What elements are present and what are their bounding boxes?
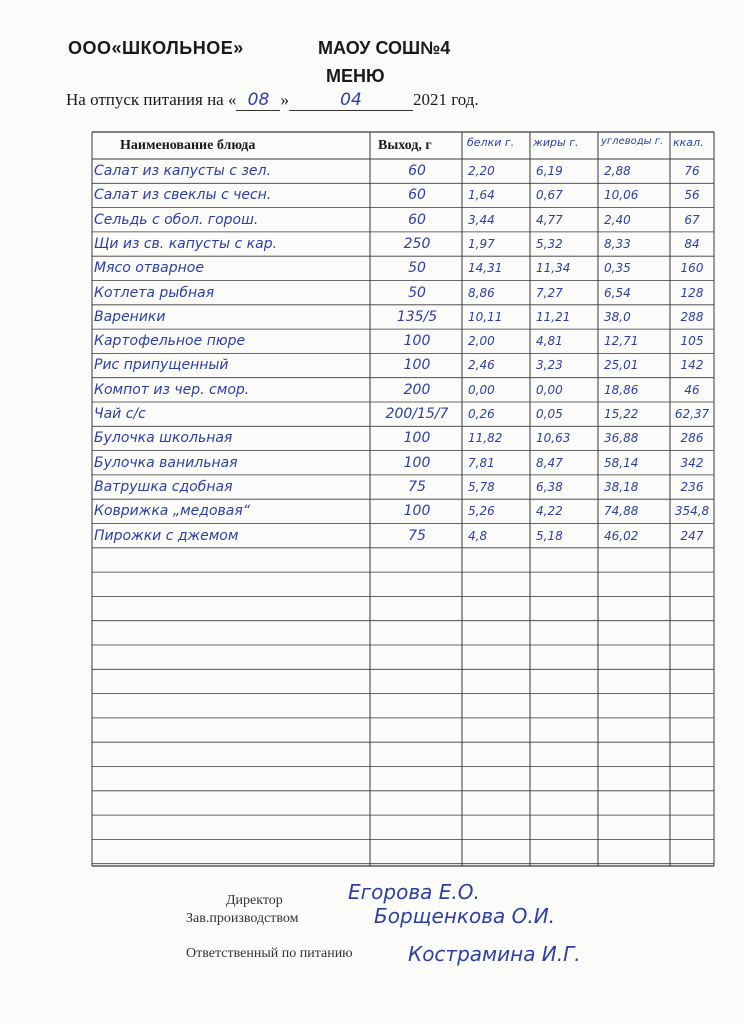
dish-output: 75 [408, 527, 426, 544]
dish-kcal: 62,37 [674, 407, 710, 421]
dish-kcal: 142 [680, 358, 704, 373]
dish-name: Коврижка „медовая“ [94, 503, 251, 520]
table-row [92, 426, 714, 450]
dish-fat: 0,00 [536, 382, 563, 397]
dish-name: Картофельное пюре [94, 333, 246, 350]
dish-fat: 11,21 [536, 309, 571, 324]
dish-protein: 11,82 [468, 431, 503, 446]
dish-kcal: 288 [680, 309, 704, 324]
dish-carbs: 36,88 [604, 431, 639, 446]
dish-carbs: 0,35 [604, 261, 631, 276]
table-row [92, 451, 714, 475]
organization-name: ООО«ШКОЛЬНОЕ» [68, 38, 244, 58]
dish-output: 100 [403, 357, 431, 374]
nutrition-label: Ответственный по питанию [186, 946, 353, 961]
dish-name: Щи из св. капусты с кар. [94, 235, 278, 252]
dish-name: Чай с/с [94, 406, 146, 422]
dish-output: 250 [403, 235, 431, 252]
date-day: 08 [236, 90, 280, 111]
school-name: МАОУ СОШ№4 [318, 38, 451, 58]
dish-kcal: 247 [680, 528, 704, 543]
table-row [92, 183, 714, 207]
dish-fat: 0,05 [536, 407, 563, 421]
dish-fat: 3,23 [536, 358, 563, 373]
table-row [92, 281, 714, 305]
dish-name: Салат из капусты с зел. [94, 163, 271, 179]
col-header-fat: жиры г. [533, 136, 579, 149]
dish-output: 60 [408, 211, 426, 228]
dish-fat: 6,38 [536, 479, 563, 494]
dish-fat: 6,19 [536, 164, 563, 178]
dish-name: Салат из свеклы с чесн. [94, 187, 272, 204]
dish-name: Булочка ванильная [94, 454, 238, 471]
dish-protein: 4,8 [468, 528, 488, 543]
dish-protein: 3,44 [468, 212, 495, 227]
dish-kcal: 76 [684, 164, 700, 178]
table-row [92, 208, 714, 232]
col-header-carbs: углеводы г. [601, 136, 664, 147]
dish-kcal: 342 [680, 455, 704, 470]
production-signature: Борщенкова О.И. [374, 904, 556, 928]
dish-protein: 5,78 [468, 479, 495, 494]
table-row [92, 499, 714, 523]
dish-carbs: 12,71 [604, 334, 639, 349]
dish-name: Булочка школьная [94, 430, 233, 447]
dish-carbs: 10,06 [604, 188, 639, 203]
dish-protein: 1,97 [468, 236, 495, 251]
dish-fat: 5,18 [536, 528, 563, 543]
dish-output: 100 [403, 333, 431, 350]
nutrition-signature: Кострамина И.Г. [408, 942, 581, 966]
dish-output: 200 [403, 381, 431, 398]
table-row [92, 378, 714, 402]
dish-name: Рис припущенный [94, 357, 229, 374]
dish-protein: 0,00 [468, 382, 495, 397]
dish-kcal: 160 [680, 261, 704, 276]
dish-protein: 8,86 [468, 285, 495, 300]
dish-protein: 2,00 [468, 334, 495, 349]
dish-carbs: 2,40 [604, 212, 631, 227]
dish-fat: 4,81 [536, 334, 563, 349]
date-prefix: На отпуск питания на « [66, 90, 237, 109]
dish-kcal: 46 [684, 382, 700, 397]
table-row [92, 159, 714, 183]
dish-carbs: 38,18 [604, 479, 639, 494]
dish-output: 100 [403, 454, 431, 471]
table-row [92, 475, 714, 499]
dish-carbs: 18,86 [604, 382, 639, 397]
dish-protein: 0,26 [468, 407, 495, 421]
dish-output: 100 [403, 503, 431, 520]
dish-protein: 2,46 [468, 358, 495, 373]
date-suffix: 2021 год. [412, 90, 479, 109]
dish-output: 135/5 [396, 308, 438, 325]
dish-carbs: 46,02 [604, 528, 639, 543]
dish-output: 75 [408, 478, 426, 495]
dish-kcal: 354,8 [674, 504, 710, 519]
director-label: Директор [226, 893, 283, 908]
dish-fat: 11,34 [536, 261, 571, 276]
dish-fat: 4,77 [536, 212, 563, 227]
dish-fat: 5,32 [536, 236, 563, 251]
dish-protein: 7,81 [468, 455, 495, 470]
dish-kcal: 236 [680, 479, 704, 494]
dish-carbs: 58,14 [604, 455, 639, 470]
dish-fat: 0,67 [536, 188, 563, 203]
dish-output: 50 [408, 284, 426, 301]
dish-protein: 10,11 [468, 309, 503, 324]
col-header-kcal: ккал. [673, 136, 704, 149]
dish-name: Сельдь с обол. горош. [94, 211, 259, 228]
dish-carbs: 8,33 [604, 236, 631, 251]
dish-output: 100 [403, 430, 431, 447]
dish-carbs: 74,88 [604, 504, 639, 519]
page-title: МЕНЮ [326, 66, 385, 86]
dish-carbs: 2,88 [604, 164, 631, 178]
dish-output: 60 [408, 187, 426, 204]
dish-name: Вареники [94, 308, 166, 325]
dish-kcal: 56 [684, 188, 700, 203]
dish-protein: 5,26 [468, 504, 495, 519]
table-row [92, 305, 714, 329]
col-header-protein: белки г. [467, 136, 515, 149]
dish-output: 50 [408, 260, 426, 277]
dish-fat: 4,22 [536, 504, 563, 519]
dish-name: Компот из чер. смор. [94, 381, 250, 398]
dish-protein: 2,20 [468, 164, 495, 178]
table-row [92, 402, 714, 426]
dish-carbs: 38,0 [604, 309, 631, 324]
dish-kcal: 286 [680, 431, 704, 446]
date-month: 04 [289, 90, 413, 111]
table-row [92, 329, 714, 353]
dish-fat: 8,47 [536, 455, 563, 470]
table-row [92, 353, 714, 377]
dish-name: Котлета рыбная [94, 284, 215, 301]
dish-name: Пирожки с джемом [94, 527, 239, 544]
col-header-name: Наименование блюда [120, 138, 256, 153]
dish-name: Мясо отварное [94, 260, 204, 277]
dish-kcal: 67 [684, 212, 700, 227]
table-row [92, 524, 714, 548]
table-row [92, 232, 714, 256]
production-label: Зав.производством [186, 911, 299, 926]
dish-fat: 10,63 [536, 431, 571, 446]
dish-output: 60 [408, 163, 426, 179]
dish-output: 200/15/7 [385, 406, 449, 422]
col-header-output: Выход, г [378, 138, 432, 153]
dish-kcal: 84 [684, 236, 700, 251]
dish-carbs: 6,54 [604, 285, 631, 300]
dish-protein: 14,31 [468, 261, 503, 276]
dish-carbs: 25,01 [604, 358, 639, 373]
dish-protein: 1,64 [468, 188, 495, 203]
director-signature: Егорова Е.О. [348, 880, 480, 904]
dish-kcal: 128 [680, 285, 704, 300]
date-mid: » [280, 90, 289, 109]
dish-fat: 7,27 [536, 285, 563, 300]
table-row [92, 256, 714, 280]
dish-name: Ватрушка сдобная [94, 478, 233, 495]
dish-carbs: 15,22 [604, 407, 639, 421]
dish-kcal: 105 [680, 334, 704, 349]
